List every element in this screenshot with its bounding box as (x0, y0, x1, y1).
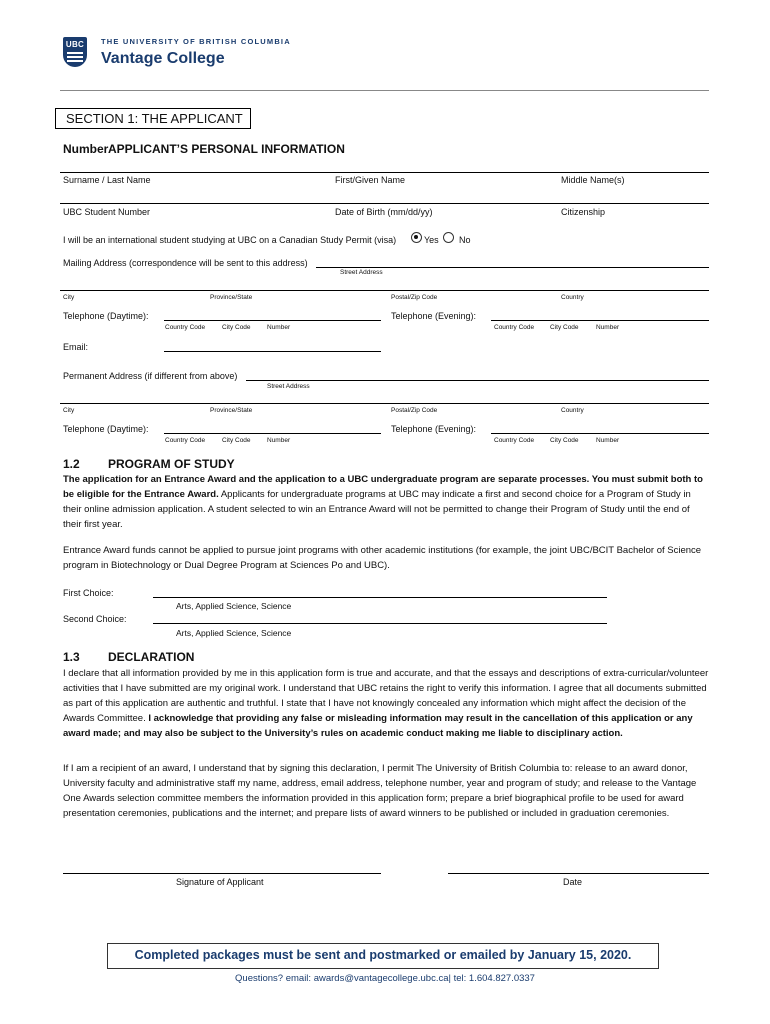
yes-label: Yes (424, 235, 439, 245)
middle-name-label: Middle Name(s) (561, 175, 625, 185)
s13-number: 1.3 (63, 650, 80, 664)
contact-info: Questions? email: awards@vantagecollege.ubc.ca| tel: 1.604.827.0337 (235, 973, 535, 984)
street-address-hint: Street Address (267, 383, 310, 390)
intl-question: I will be an international student studying at UBC on a Canadian Study Permit (visa) (63, 235, 397, 245)
city-code-hint: City Code (550, 437, 579, 444)
date-field[interactable] (448, 873, 709, 874)
country-code-hint: Country Code (165, 437, 206, 444)
s12-p1-bold: The application for an Entrance Award and the application to a UBC undergraduate program are separate processes. You must submit both to be eligible for the Entrance Award. (63, 474, 703, 500)
s13-paragraph-1 (63, 666, 709, 741)
first-name-label: First/Given Name (335, 175, 406, 185)
country-hint: Country (561, 407, 584, 414)
surname-label: Surname / Last Name (63, 175, 151, 185)
name-line[interactable] (60, 172, 709, 173)
mailing-street-field[interactable] (316, 267, 709, 268)
s12-title: PROGRAM OF STUDY (108, 457, 235, 471)
second-choice-label: Second Choice: (63, 614, 127, 624)
city-code-hint: City Code (222, 324, 251, 331)
number-hint: Number (267, 324, 291, 331)
no-label: No (459, 235, 471, 245)
number-hint: Number (596, 324, 620, 331)
number-hint: Number (267, 437, 291, 444)
s13-paragraph-2: If I am a recipient of an award, I understand that by signing this declaration, I permit The University of British Columbia to: release to an award donor, University faculty and administrative staff my name, address, email address, telephone number, year and program of study; and release to the Vantage One Awards selection committee members the information provided in this application form; prepare a brief biographical profile to be used for award presentation ceremonies, publications and the internet; and prepare lists of award winners to be published or included in graduation ceremonies. (63, 763, 697, 819)
perm-tel-day-field[interactable] (164, 433, 381, 434)
second-choice-field[interactable] (153, 623, 607, 624)
second-choice-hint: Arts, Applied Science, Science (176, 628, 292, 638)
section-title: SECTION 1: THE APPLICANT (55, 108, 251, 129)
yes-radio[interactable] (411, 232, 422, 243)
s11-title: APPLICANT’S PERSONAL INFORMATION (108, 142, 345, 156)
country-code-hint: Country Code (494, 324, 535, 331)
country-hint: Country (561, 294, 584, 301)
signature-field[interactable] (63, 873, 381, 874)
first-choice-label: First Choice: (63, 588, 114, 598)
permanent-street-field[interactable] (246, 380, 709, 381)
college-name: Vantage College (101, 50, 225, 67)
first-choice-field[interactable] (153, 597, 607, 598)
street-address-hint: Street Address (340, 269, 383, 276)
ubc-logo (63, 37, 87, 67)
s12-number: 1.2 (63, 457, 80, 471)
country-code-hint: Country Code (494, 437, 535, 444)
s12-paragraph-1 (63, 472, 709, 532)
s13-p1-normal: I declare that all information provided by me in this application form is true and accurate, and that the essays and descriptions of extra-curricular/volunteer activities that I have submitted are my original work. I understand that UBC retains the right to verify this information. I agree that all documents submitted as part of this application are authentic and truthful. I state that I have not knowingly concealed any information which might affect the decision of the Awards Committee. (63, 668, 709, 724)
perm-tel-eve-field[interactable] (491, 433, 709, 434)
tel-eve-label: Telephone (Evening): (391, 424, 477, 434)
no-radio[interactable] (443, 232, 454, 243)
permanent-label: Permanent Address (if different from above) (63, 371, 238, 381)
header-divider (60, 90, 709, 91)
student-number-label: UBC Student Number (63, 207, 151, 217)
signature-label: Signature of Applicant (176, 877, 264, 887)
postal-hint: Postal/Zip Code (391, 407, 438, 414)
s12-p1-rest: Applicants for undergraduate programs at UBC may indicate a first and second choice for a Program of Study in their online admission application. A student selected to win an Entrance Award will not be permitted to change their Program of Study until the end of their first year. (63, 489, 691, 530)
postal-hint: Postal/Zip Code (391, 294, 438, 301)
s13-title: DECLARATION (108, 650, 195, 664)
province-hint: Province/State (210, 407, 253, 414)
s13-p1-bold: I acknowledge that providing any false or misleading information may result in the cancellation of this application or any award made; and may also be subject to the University’s rules on academic conduct making me liable to disciplinary action. (63, 713, 693, 739)
mailing-city-field[interactable] (60, 290, 709, 291)
city-code-hint: City Code (222, 437, 251, 444)
tel-eve-label: Telephone (Evening): (391, 311, 477, 321)
permanent-city-field[interactable] (60, 403, 709, 404)
deadline-notice: Completed packages must be sent and postmarked or emailed by January 15, 2020. (107, 943, 659, 969)
dob-label: Date of Birth (mm/dd/yy) (335, 207, 433, 217)
number-hint: Number (596, 437, 620, 444)
city-code-hint: City Code (550, 324, 579, 331)
country-code-hint: Country Code (165, 324, 206, 331)
tel-eve-field[interactable] (491, 320, 709, 321)
logo-waves-icon (67, 52, 83, 54)
email-label: Email: (63, 342, 89, 352)
university-name: THE UNIVERSITY OF BRITISH COLUMBIA (101, 37, 291, 46)
tel-day-label: Telephone (Daytime): (63, 424, 149, 434)
tel-day-field[interactable] (164, 320, 381, 321)
city-hint: City (63, 407, 75, 414)
citizenship-label: Citizenship (561, 207, 606, 217)
tel-day-label: Telephone (Daytime): (63, 311, 149, 321)
province-hint: Province/State (210, 294, 253, 301)
logo-text: UBC (65, 40, 85, 49)
s11-number: Number (63, 142, 109, 156)
first-choice-hint: Arts, Applied Science, Science (176, 601, 292, 611)
s12-paragraph-2: Entrance Award funds cannot be applied to pursue joint programs with other academic institutions (for example, the joint UBC/BCIT Bachelor of Science program in Biotechnology or Dual Degree Program at Sciences Po and UBC). (63, 545, 702, 571)
mailing-label: Mailing Address (correspondence will be sent to this address) (63, 258, 308, 268)
email-field[interactable] (164, 351, 381, 352)
city-hint: City (63, 294, 75, 301)
date-label: Date (563, 877, 583, 887)
id-line[interactable] (60, 203, 709, 204)
